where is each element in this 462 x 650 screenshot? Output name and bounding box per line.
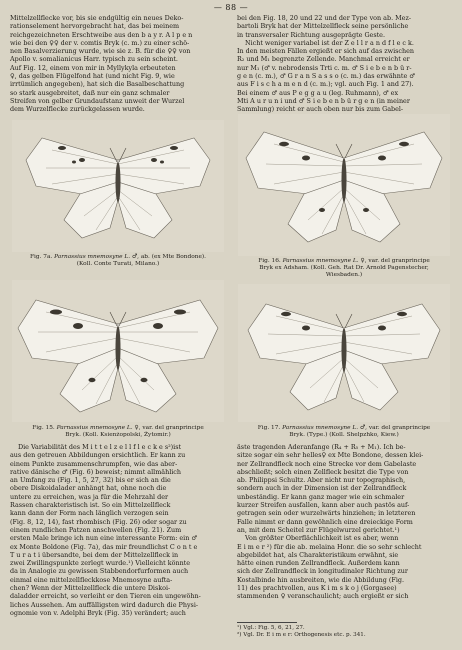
text-line: Bei einem ♂ aus P e g g a u (leg. Ruhmann), ♂ ex: [237, 88, 399, 97]
text-line: g e n (c. m.), ♂ G r a n S a s s o (c. m.) das erwähnte ♂: [237, 72, 416, 81]
paragraph: [237, 14, 451, 114]
butterfly-illustration: [238, 284, 450, 422]
text-line: rative dänische ♂ (Fig. 6) beweist; nimmt allmählich: [10, 467, 181, 476]
text-line: reichgezeichneten Erschtweibe aus den b a y r. A l p e n: [10, 30, 193, 39]
text-line: nen Basalverzierung wurde, wie sie z. B. für die ♀♀ von: [10, 47, 191, 56]
text-line: 11) des prachtvollen, aus K i m s k o j (Gorgasee): [237, 584, 397, 593]
caption-text: ♀, var. del granprincipe: [134, 425, 204, 431]
text-line: daladder erreicht, so verleiht er den Tieren ein ungewöhn-: [10, 592, 201, 601]
text-line: zwei Zwillingspunkte zerlegt wurde.¹) Vielleicht könnte: [10, 559, 191, 568]
text-line: Kostalbinde hin ausbreiten, wie die Abbildung (Fig.: [237, 575, 405, 584]
text-line: kurzer Streifen ausfallen, kann aber auch pastös auf-: [237, 501, 410, 510]
text-line: Mti A u r u n i und ♂ S i e b e n b ü r g e n (in meiner: [237, 96, 410, 105]
text-line: chen? Wenn der Mittelzellfleck die untere Diskoi-: [10, 584, 171, 593]
butterfly-photo-fig-7a: [12, 120, 224, 252]
text-line: aus F i s c h a m e n d (c. m.); vgl. auch Fig. 1 and 27).: [237, 80, 414, 89]
text-line: in transversaler Richtung ausgeprägte Geste.: [237, 30, 385, 39]
caption-text: Wiesbaden.): [325, 272, 363, 279]
caption-text: ♂, var. del granprincipe: [359, 425, 431, 431]
text-line: da in Analogie zu gewissen Stabbendorfurformen auch: [10, 567, 189, 576]
text-line: (Fig. 8, 12, 14), fast rhombisch (Fig. 26) oder sogar zu: [10, 517, 187, 526]
figure-caption-fig-15: [10, 425, 226, 439]
species-name: Parnassius mnemosyne L.: [282, 258, 359, 264]
text-line: einmal eine mittelzellfleckkose Mnemosyne aufta-: [10, 575, 173, 584]
text-line: so stark ausgebreitet, daß nur ein ganz schmaler: [10, 88, 170, 97]
text-line: liches Aussehen. Am auffälligsten wird dadurch die Physi-: [10, 600, 199, 609]
text-line: getragen sein oder wurzelwärts hinziehen; in letzteren: [237, 509, 416, 518]
figure-caption-fig-17: [236, 425, 452, 439]
text-line: irrtümlich angegeben), hat sich die Basalbeschattung: [10, 80, 185, 89]
text-line: Apollo v. somalianicus Harr. typisch zu sein scheint.: [10, 55, 178, 64]
species-name: Parnassius mnemosyne L.: [54, 254, 131, 260]
text-line: bartoli Bryk hat der Mittelzellfleck seine persönliche: [237, 22, 409, 31]
text-line: Falle nimmt er dann gewöhnlich eine dreieckige Form: [237, 517, 413, 526]
footnote-divider: [237, 622, 297, 623]
text-line: Auf Fig. 12, einem von mir in Myllykyla erbeuteten: [10, 63, 176, 72]
text-line: ner Zellrandfleck noch eine Strecke vor dem Gabelaste: [237, 459, 417, 468]
text-line: T u r a t i übersandte, bei dem der Mittelzellfleck in: [10, 550, 179, 559]
text-column-top-left: [10, 14, 224, 114]
text-line: Mittelzellflecke vor, bis sie endgültig ein neues Deko-: [10, 14, 184, 22]
text-line: sondern auch in der Dimension ist der Zellrandfleck: [237, 484, 407, 493]
text-column-bottom-right: [237, 443, 451, 601]
text-line: abgebildet hat, als Charakteristikum erwähnt, sie: [237, 550, 399, 559]
text-line: Von größter Oberflächlichkeit ist es aber, wenn: [245, 534, 399, 543]
paragraph: [237, 443, 451, 601]
text-line: aus den getreuen Abbildungen ersichtlich. Er kann zu: [10, 451, 186, 460]
paragraph: [10, 451, 224, 617]
figure-caption-fig-7a: [10, 254, 226, 268]
text-line: bei den Fig. 18, 20 und 22 und der Type von ab. Mez-: [237, 14, 411, 22]
page-number: — 88 —: [213, 3, 249, 12]
butterfly-photo-fig-15: [12, 280, 224, 422]
text-line: nur M₁ (♂ v. nebrodensis Trti c. m. ♂ S i e b e n b ü r-: [237, 63, 412, 72]
text-line: Sammlung) reicht er auch oben nur bis zum Gabel-: [237, 105, 404, 114]
butterfly-illustration: [12, 120, 224, 252]
butterfly-illustration: [12, 280, 224, 422]
caption-text: Bryk ex Adsham. (Koll. Geh. Rat Dr. Arnold Pagenstecher,: [259, 265, 429, 272]
species-name: Parnassius mnemosyne L.: [282, 425, 359, 431]
text-line: ex Monte Boldone (Fig. 7a), das mir freundlichst C o n t e: [10, 542, 198, 551]
caption-text: Bryk. (Koll. Ksienżopolski, Żytomir.): [65, 432, 171, 439]
text-line: Nicht weniger variabel ist der Z e l l r a n d f l e c k.: [245, 38, 414, 47]
footnote: ²) Vgl. Dr. E i m e r: Orthogenesis etc. p. 341.: [237, 632, 366, 639]
text-column-bottom-left: [10, 443, 224, 617]
text-line: Rassen charakteristisch ist. So ein Mittelzellfleck: [10, 501, 171, 510]
text-line: an, mit dem Scheitel zur Flügelwurzel gerichtet.¹): [237, 525, 400, 534]
text-line: sich der Zellrandfleck in longitudinaler Richtung zur: [237, 567, 408, 576]
caption-text: ♀, var. del granprincipe: [360, 258, 430, 264]
text-line: abschließt; solch einen Zellfleck besitzt die Type von: [237, 467, 409, 476]
text-line: einem Punkte zusammenschrumpfen, wie das aber-: [10, 459, 178, 468]
butterfly-photo-fig-17: [238, 284, 450, 422]
text-line: Streifen von gelber Grundaufstanz unweit der Wurzel: [10, 96, 185, 105]
figure-label: Fig. 17.: [257, 425, 281, 431]
text-line: In den meisten Fällen ergießt er sich auf das zwischen: [237, 47, 415, 56]
text-line: R₂ und M₁ begrenzte Zellende. Manchmal erreicht er: [237, 55, 410, 64]
footnotes: [237, 625, 451, 639]
text-column-top-right: [237, 14, 451, 114]
footnote: ¹) Vgl.: Fig. 5, 6, 21, 27.: [237, 625, 305, 631]
text-line: stammenden ♀ veranschaulicht; auch ergießt er sich: [237, 592, 409, 601]
text-line: sitze sogar ein sehr helles♀ ex Mte Bondone, dessen klei-: [237, 451, 424, 460]
text-line: wie bei den ♀♀ der v. comtis Bryk (c. m.) zu einer schö-: [10, 38, 190, 47]
text-line: ♀, das gelben Flügelfond hat (und nicht Fig. 9, wie: [10, 72, 175, 81]
text-line: äste tragenden Aderanfange (R₄ + R₅ + M₁). Ich be-: [237, 443, 406, 451]
text-line: dem Wurzelflecke zurückgelassen wurde.: [10, 105, 145, 114]
text-line: hätte einen runden Zellrandfleck. Außerdem kann: [237, 559, 400, 568]
butterfly-photo-fig-16: [238, 114, 450, 256]
figure-label: Fig. 7a.: [30, 254, 53, 260]
text-line: einem rundlichen Patzen anschwellen (Fig. 21). Zum: [10, 525, 182, 534]
paragraph: [10, 14, 224, 114]
caption-text: ♂, ab. (ex Mte Bondone).: [131, 254, 206, 260]
text-line: ersten Male bringe ich nun eine interessante Form: ein ♂: [10, 534, 198, 543]
text-line: an Umfang zu (Fig. 1, 5, 27, 32) bis er sich an die: [10, 476, 171, 485]
text-line: untere zu erreichen, was ja für die Mehrzahl der: [10, 492, 169, 501]
text-line: ognomie von v. Adelphi Bryk (Fig. 35) verändert; auch: [10, 608, 186, 617]
figure-label: Fig. 16.: [258, 258, 281, 264]
text-line: kann dann der Form nach länglich verzogen sein: [10, 509, 169, 518]
figure-caption-fig-16: [236, 258, 452, 280]
text-line: ab. Philippsi Schultz. Aber nicht nur topographisch,: [237, 476, 406, 485]
species-name: Parnassius mnemosyne L.: [56, 425, 133, 431]
caption-text: (Koll. Conte Turati, Milano.): [76, 261, 160, 268]
text-line: obere Diskoidalader anhängt hat, ohne noch die: [10, 484, 167, 493]
figure-label: Fig. 15.: [32, 425, 55, 431]
text-line: rationselement hervorgebracht hat, das bei meinem: [10, 22, 180, 31]
paragraph: [10, 443, 224, 451]
text-line: unbeständig. Er kann ganz mager wie ein schmaler: [237, 492, 405, 501]
text-line: Die Variabilität des M i t t e l z e l l f l e c k e s²)ist: [18, 443, 182, 451]
caption-text: Bryk. (Type.) (Koll. Shelpzhko, Kiew.): [289, 432, 399, 439]
text-line: E i m e r ²) für die ab. melaina Honr. die so sehr schlecht: [237, 542, 422, 551]
butterfly-illustration: [238, 114, 450, 256]
